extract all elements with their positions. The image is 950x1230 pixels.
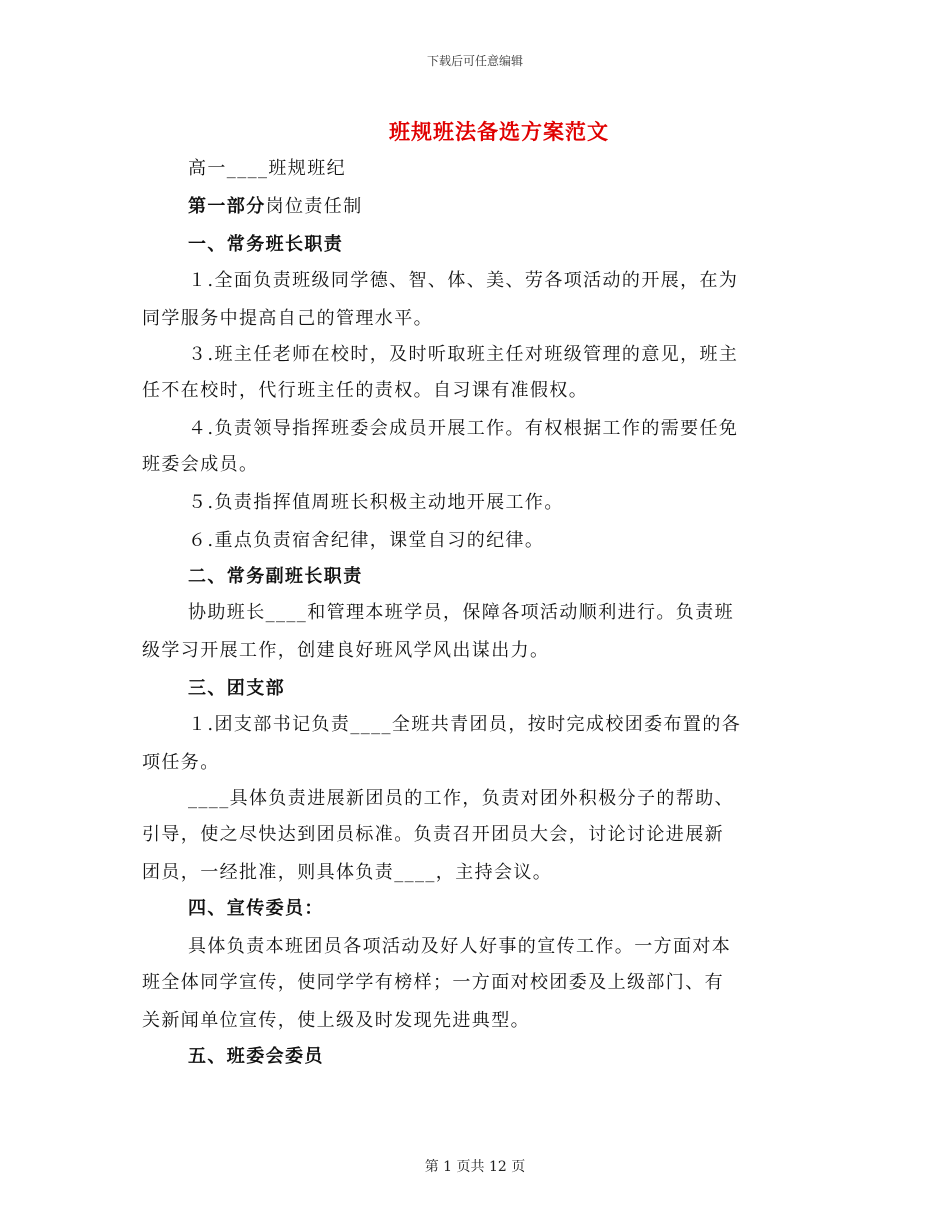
section-heading-5: 五、班委会委员 <box>188 1046 324 1067</box>
paragraph-line: １.全面负责班级同学德、智、体、美、劳各项活动的开展，在为 <box>188 270 739 291</box>
subtitle: 高一____班规班纪 <box>188 158 346 179</box>
page-footer: 第 1 页共 12 页 <box>424 1159 526 1175</box>
paragraph-line: 引导，使之尽快达到团员标准。负责召开团员大会，讨论讨论进展新 <box>142 824 724 845</box>
paragraph-line: 班委会成员。 <box>142 454 259 475</box>
section-heading-1: 一、常务班长职责 <box>188 234 344 255</box>
part-title: 岗位责任制 <box>265 196 363 217</box>
paragraph-line: 班全体同学宣传，使同学学有榜样；一方面对校团委及上级部门、有 <box>142 972 724 993</box>
paragraph-line: ３.班主任老师在校时，及时听取班主任对班级管理的意见，班主 <box>188 344 739 365</box>
document-title: 班规班法备选方案范文 <box>389 119 609 144</box>
section-heading-4: 四、宣传委员： <box>188 898 324 919</box>
section-heading-3: 三、团支部 <box>188 678 285 699</box>
part-label: 第一部分 <box>188 196 266 217</box>
paragraph-line: ５.负责指挥值周班长积极主动地开展工作。 <box>188 492 564 513</box>
paragraph-line: 关新闻单位宣传，使上级及时发现先进典型。 <box>142 1010 530 1031</box>
paragraph-line: 项任务。 <box>142 752 220 773</box>
header-note: 下载后可任意编辑 <box>426 54 523 68</box>
part-heading <box>188 195 363 219</box>
paragraph-line: １.团支部书记负责____全班共青团员，按时完成校团委布置的各 <box>188 714 742 735</box>
paragraph-line: 任不在校时，代行班主任的责权。自习课有准假权。 <box>142 380 589 401</box>
paragraph-line: ____具体负责进展新团员的工作，负责对团外积极分子的帮助、 <box>188 788 734 809</box>
paragraph-line: 级学习开展工作，创建良好班风学风出谋出力。 <box>142 640 550 661</box>
paragraph-line: ６.重点负责宿舍纪律，课堂自习的纪律。 <box>188 530 545 551</box>
paragraph-line: 同学服务中提高自己的管理水平。 <box>142 308 433 329</box>
paragraph-line: ４.负责领导指挥班委会成员开展工作。有权根据工作的需要任免 <box>188 418 739 439</box>
section-heading-2: 二、常务副班长职责 <box>188 566 363 587</box>
paragraph-line: 协助班长____和管理本班学员，保障各项活动顺利进行。负责班 <box>188 602 734 623</box>
paragraph-line: 具体负责本班团员各项活动及好人好事的宣传工作。一方面对本 <box>188 936 732 957</box>
paragraph-line: 团员，一经批准，则具体负责____，主持会议。 <box>142 862 553 883</box>
